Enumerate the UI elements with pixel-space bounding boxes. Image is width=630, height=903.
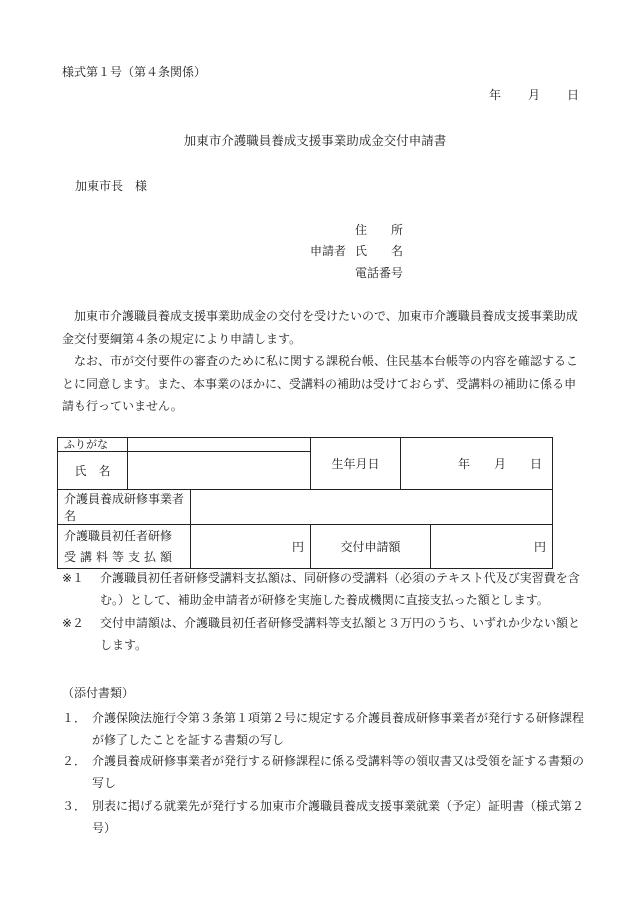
fee-label bbox=[58, 525, 191, 569]
attachment-item-1 bbox=[62, 707, 587, 751]
attachment-1-text: 介護保険法施行令第３条第１項第２号に規定する介護員養成研修事業者が発行する研修課程が修了したことを証する書類の写し bbox=[92, 711, 585, 747]
furigana-input[interactable] bbox=[128, 438, 311, 452]
name-label: 氏 名 bbox=[355, 244, 404, 258]
application-table bbox=[57, 437, 553, 569]
attachment-2-mark: ２． bbox=[62, 754, 87, 768]
apply-amount-input[interactable]: 円 bbox=[431, 525, 553, 569]
fee-amount-input[interactable]: 円 bbox=[191, 525, 311, 569]
attachment-2-text: 介護員養成研修事業者が発行する研修課程に係る受講料等の領収書又は受領を証する書類の写し bbox=[92, 754, 585, 790]
fee-label-line1: 介護職員初任者研修 bbox=[64, 528, 173, 543]
name-input[interactable] bbox=[128, 452, 311, 490]
address-label: 住 所 bbox=[355, 223, 404, 237]
attachment-3-mark: ３． bbox=[62, 799, 87, 813]
apply-amount-label: 交付申請額 bbox=[311, 525, 431, 569]
body-paragraph-1: 加東市介護職員養成支援事業助成金の交付を受けたいので、加東市介護職員養成支援事業助成金交付要綱第４条の規定により申請します。 bbox=[62, 309, 578, 346]
addressee: 加東市長 様 bbox=[75, 179, 148, 193]
document-title: 加東市介護職員養成支援事業助成金交付申請書 bbox=[183, 133, 447, 148]
attachments-heading: （添付書類） bbox=[62, 686, 135, 700]
body-paragraph-2: なお、市が交付要件の審査のために私に関する課税台帳、住民基本台帳等の内容を確認することに同意します。また、本事業のほかに、受講料の補助は受けておらず、受講料の補助に係る申請も行っていません。 bbox=[62, 354, 579, 413]
attachment-1-mark: １． bbox=[62, 711, 87, 725]
phone-label: 電話番号 bbox=[355, 266, 404, 280]
attachment-item-2 bbox=[62, 750, 587, 794]
fee-label-line2: 受講料等支払額 bbox=[64, 549, 177, 564]
attachment-item-3 bbox=[62, 795, 587, 839]
birthdate-label: 生年月日 bbox=[311, 438, 401, 490]
applicant-prefix: 申請者 bbox=[310, 244, 347, 258]
attachment-3-text: 別表に掲げる就業先が発行する加東市介護職員養成支援事業就業（予定）証明書（様式第２号） bbox=[92, 799, 585, 835]
name-label-cell: 氏 名 bbox=[58, 452, 128, 490]
furigana-label: ふりがな bbox=[58, 438, 128, 452]
note-2-mark: ※２ bbox=[62, 616, 85, 630]
trainer-label: 介護員養成研修事業者名 bbox=[58, 490, 191, 525]
note-1 bbox=[62, 567, 587, 611]
note-1-mark: ※１ bbox=[62, 571, 85, 585]
note-1-text: 介護職員初任者研修受講料支払額は、同研修の受講料（必須のテキスト代及び実習費を含む。）として、補助金申請者が研修を実施した養成機関に直接支払った額とします。 bbox=[100, 571, 580, 607]
trainer-input[interactable] bbox=[191, 490, 553, 525]
note-2 bbox=[62, 612, 587, 656]
date-line: 年 月 日 bbox=[488, 88, 580, 102]
form-number: 様式第１号（第４条関係） bbox=[62, 65, 207, 79]
note-2-text: 交付申請額は、介護職員初任者研修受講料等支払額と３万円のうち、いずれか少ない額とします。 bbox=[100, 616, 581, 652]
birthdate-value[interactable]: 年 月 日 bbox=[401, 438, 553, 490]
